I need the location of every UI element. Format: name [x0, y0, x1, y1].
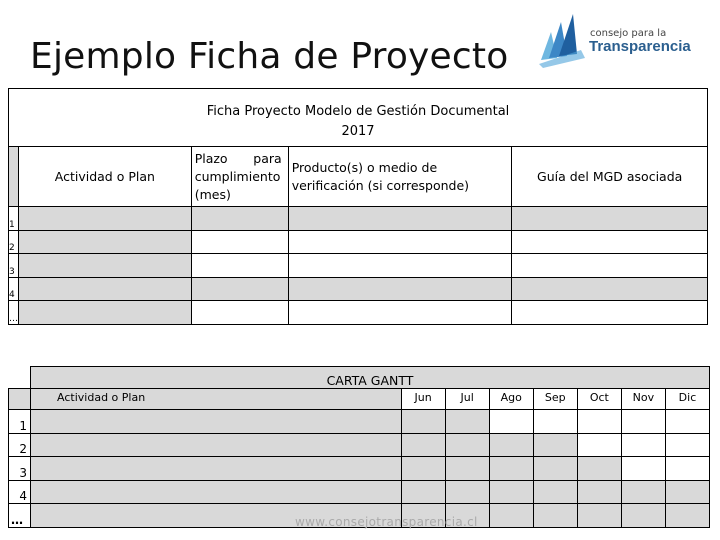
cell-plazo[interactable] — [191, 301, 288, 325]
gantt-cell[interactable] — [533, 433, 577, 457]
month-oct: Oct — [577, 389, 621, 410]
gantt-cell[interactable] — [577, 457, 621, 481]
table-row — [9, 301, 708, 325]
month-nov: Nov — [621, 389, 665, 410]
gantt-cell[interactable] — [533, 480, 577, 504]
table-row — [9, 254, 708, 278]
gantt-cell[interactable] — [621, 480, 665, 504]
row-number: 4 — [9, 277, 19, 301]
table-row — [9, 207, 708, 231]
gantt-cell[interactable] — [577, 410, 621, 434]
row-number: … — [9, 301, 19, 325]
cell-actividad[interactable] — [19, 301, 192, 325]
ficha-year: 2017 — [341, 124, 375, 139]
gantt-cell[interactable] — [489, 433, 533, 457]
row-number: 4 — [9, 480, 31, 504]
cell-producto[interactable] — [288, 207, 512, 231]
cell-producto[interactable] — [288, 277, 512, 301]
gantt-cell[interactable] — [401, 480, 445, 504]
cell-plazo[interactable] — [191, 230, 288, 254]
header-guia: Guía del MGD asociada — [512, 147, 708, 207]
header-plazo: Plazo para cumplimiento (mes) — [191, 147, 288, 207]
cell-actividad[interactable] — [19, 277, 192, 301]
gantt-cell[interactable] — [621, 504, 665, 528]
month-jun: Jun — [401, 389, 445, 410]
row-number: 1 — [9, 207, 19, 231]
gantt-cell[interactable] — [489, 504, 533, 528]
ficha-proyecto-table — [8, 88, 708, 325]
table-row — [9, 433, 710, 457]
gantt-cell[interactable] — [577, 433, 621, 457]
gantt-cell[interactable] — [665, 480, 709, 504]
table-row — [9, 410, 710, 434]
gantt-cell[interactable] — [445, 410, 489, 434]
logo-mark-icon — [537, 8, 593, 68]
gantt-cell[interactable] — [489, 480, 533, 504]
gantt-cell[interactable] — [489, 410, 533, 434]
gantt-cell[interactable] — [445, 433, 489, 457]
gantt-cell-actividad[interactable] — [31, 410, 402, 434]
logo-small-text: consejo para la — [590, 28, 667, 39]
row-number: … — [9, 504, 31, 528]
gantt-cell[interactable] — [621, 410, 665, 434]
month-ago: Ago — [489, 389, 533, 410]
month-sep: Sep — [533, 389, 577, 410]
gantt-cell[interactable] — [665, 410, 709, 434]
ficha-title: Ficha Proyecto Modelo de Gestión Documental — [206, 104, 510, 119]
month-dic: Dic — [665, 389, 709, 410]
cell-plazo[interactable] — [191, 254, 288, 278]
gantt-cell-actividad[interactable] — [31, 480, 402, 504]
month-jul: Jul — [445, 389, 489, 410]
gantt-cell[interactable] — [577, 480, 621, 504]
gantt-cell[interactable] — [621, 433, 665, 457]
carta-gantt-table — [8, 366, 710, 528]
gantt-title: CARTA GANTT — [31, 367, 710, 389]
cell-guia[interactable] — [512, 207, 708, 231]
gantt-header-actividad: Actividad o Plan — [31, 389, 402, 410]
gantt-cell[interactable] — [533, 504, 577, 528]
cell-actividad[interactable] — [19, 254, 192, 278]
header-producto: Producto(s) o medio de verificación (si corresponde) — [288, 147, 512, 207]
gantt-cell[interactable] — [665, 504, 709, 528]
cell-guia[interactable] — [512, 301, 708, 325]
gantt-cell[interactable] — [445, 457, 489, 481]
row-number: 3 — [9, 457, 31, 481]
table-row — [9, 457, 710, 481]
ficha-title-cell — [9, 89, 708, 147]
gantt-cell[interactable] — [445, 480, 489, 504]
row-number: 3 — [9, 254, 19, 278]
gantt-cell[interactable] — [577, 504, 621, 528]
table-row — [9, 480, 710, 504]
cell-producto[interactable] — [288, 301, 512, 325]
gantt-cell[interactable] — [621, 457, 665, 481]
cell-producto[interactable] — [288, 230, 512, 254]
table-row — [9, 230, 708, 254]
gantt-cell[interactable] — [665, 457, 709, 481]
gantt-cell[interactable] — [489, 457, 533, 481]
cell-guia[interactable] — [512, 230, 708, 254]
table-row — [9, 277, 708, 301]
gantt-header-num-cell — [9, 389, 31, 410]
row-number: 1 — [9, 410, 31, 434]
gantt-corner — [9, 367, 31, 389]
slide-title: Ejemplo Ficha de Proyecto — [30, 36, 509, 77]
cell-actividad[interactable] — [19, 207, 192, 231]
row-number: 2 — [9, 230, 19, 254]
footer-url: www.consejotransparencia.cl — [295, 515, 478, 529]
cell-guia[interactable] — [512, 254, 708, 278]
gantt-cell[interactable] — [533, 457, 577, 481]
gantt-cell[interactable] — [401, 433, 445, 457]
logo-big-text: Transparencia — [589, 38, 691, 55]
gantt-cell[interactable] — [665, 433, 709, 457]
cell-plazo[interactable] — [191, 207, 288, 231]
header-num-cell — [9, 147, 19, 207]
cell-producto[interactable] — [288, 254, 512, 278]
cell-actividad[interactable] — [19, 230, 192, 254]
gantt-cell[interactable] — [401, 410, 445, 434]
gantt-cell-actividad[interactable] — [31, 457, 402, 481]
cell-guia[interactable] — [512, 277, 708, 301]
gantt-cell[interactable] — [533, 410, 577, 434]
header-actividad: Actividad o Plan — [19, 147, 192, 207]
cell-plazo[interactable] — [191, 277, 288, 301]
gantt-cell[interactable] — [401, 457, 445, 481]
row-number: 2 — [9, 433, 31, 457]
gantt-cell-actividad[interactable] — [31, 433, 402, 457]
